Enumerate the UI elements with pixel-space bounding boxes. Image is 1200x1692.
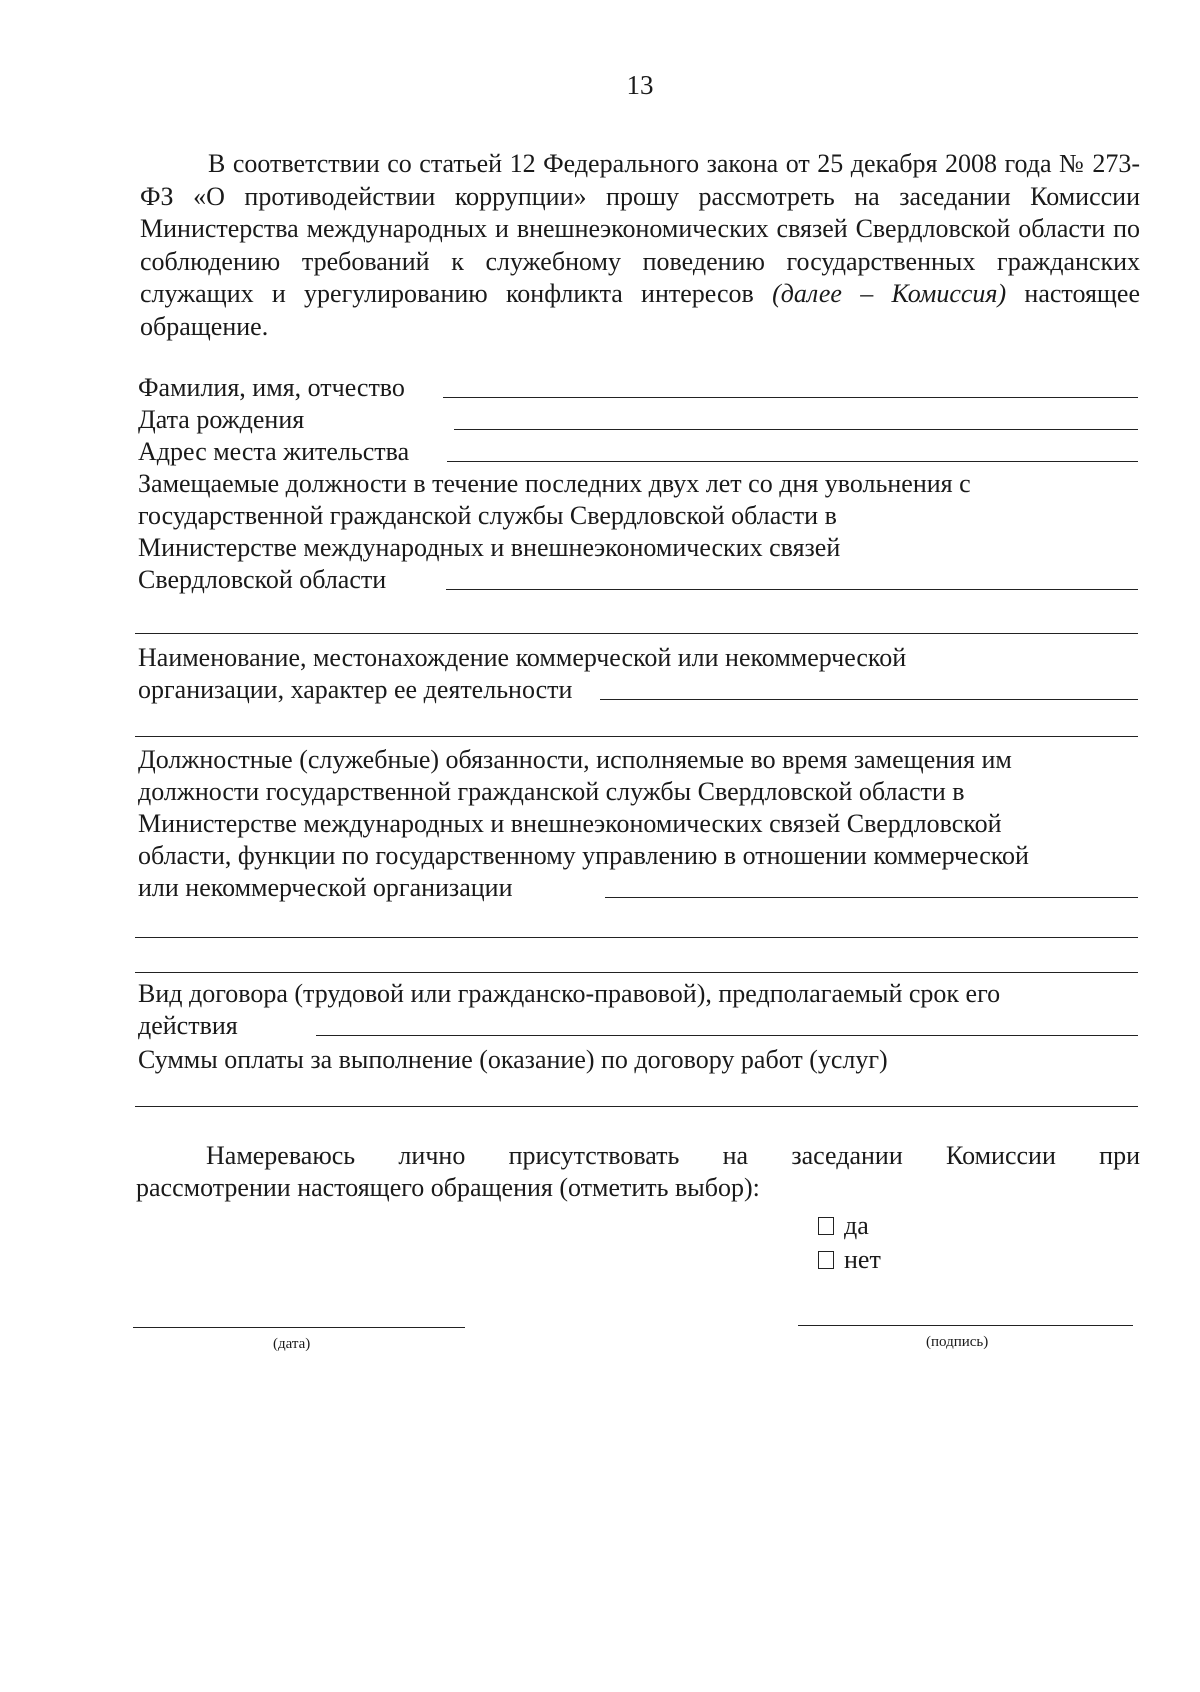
address-field[interactable] [138, 436, 1138, 468]
birth-date-input-line[interactable] [454, 428, 1138, 430]
payment-label: Суммы оплаты за выполнение (оказание) по договору работ (услуг) [138, 1045, 888, 1074]
positions-input-line[interactable] [446, 588, 1138, 590]
positions-label-line3: Министерстве международных и внешнеэкономических связей [138, 533, 841, 562]
duties-label-line5: или некоммерческой организации [138, 873, 513, 902]
full-name-field[interactable] [138, 372, 1138, 404]
birth-date-label: Дата рождения [138, 405, 305, 434]
org-input-line[interactable] [600, 698, 1138, 700]
duties-label-line2: должности государственной гражданской службы Свердловской области в [138, 777, 965, 806]
duties-label-line4: области, функции по государственному управлению в отношении коммерческой [138, 841, 1029, 870]
signature-line[interactable] [798, 1325, 1133, 1326]
contract-label-line1: Вид договора (трудовой или гражданско-правовой), предполагаемый срок его [138, 979, 1001, 1008]
duties-extra-line-1[interactable] [135, 937, 1138, 938]
page-number: 13 [626, 70, 654, 100]
option-yes[interactable] [818, 1210, 869, 1242]
org-label-line2: организации, характер ее деятельности [138, 675, 573, 704]
org-field[interactable] [138, 674, 1138, 706]
date-signature-line[interactable] [133, 1327, 465, 1328]
payment-input-line[interactable] [135, 1106, 1138, 1107]
address-input-line[interactable] [447, 460, 1138, 462]
duties-input-line[interactable] [605, 896, 1139, 898]
intro-text-end: настоящее обращение. [140, 279, 1141, 341]
checkbox-yes[interactable] [818, 1217, 834, 1235]
positions-label-line4: Свердловской области [138, 565, 387, 594]
option-yes-label: да [844, 1211, 869, 1240]
positions-field[interactable] [138, 564, 1138, 596]
contract-label-line2: действия [138, 1011, 238, 1040]
org-label-line1: Наименование, местонахождение коммерческой или некоммерческой [138, 643, 907, 672]
positions-label-line2: государственной гражданской службы Свердловской области в [138, 501, 837, 530]
birth-date-field[interactable] [138, 404, 1138, 436]
address-label: Адрес места жительства [138, 437, 410, 466]
attendance-text [136, 1140, 1140, 1204]
intro-paragraph [140, 148, 1140, 343]
full-name-input-line[interactable] [443, 396, 1138, 398]
positions-label-line1: Замещаемые должности в течение последних двух лет со дня увольнения с [138, 469, 971, 498]
duties-label-line3: Министерстве международных и внешнеэкономических связей Свердловской [138, 809, 1002, 838]
option-no[interactable] [818, 1244, 881, 1276]
duties-label-line1: Должностные (служебные) обязанности, исполняемые во время замещения им [138, 745, 1012, 774]
contract-input-line[interactable] [316, 1034, 1138, 1036]
intro-text: В соответствии со статьей 12 Федерального закона от 25 декабря 2008 года № 273-ФЗ «О противодействии коррупции» прошу рассмотреть на заседании Комиссии Министерства международных и внешнеэкономических связей Свердловской области по соблюдению требований к служебному поведению государственных гражданских служащих и урегулированию конфликта интересов [140, 149, 1140, 308]
attendance-line1: Намереваюсь лично присутствовать на заседании Комиссии при [206, 1141, 1140, 1170]
checkbox-no[interactable] [818, 1251, 834, 1269]
contract-field[interactable] [138, 1010, 1138, 1042]
duties-extra-line-2[interactable] [135, 972, 1138, 973]
positions-extra-line[interactable] [135, 633, 1138, 634]
duties-field[interactable] [138, 872, 1138, 904]
option-no-label: нет [844, 1245, 881, 1274]
org-extra-line[interactable] [135, 736, 1138, 737]
full-name-label: Фамилия, имя, отчество [138, 373, 405, 402]
intro-italic-text: (далее – Комиссия) [772, 279, 1007, 308]
signature-caption: (подпись) [926, 1334, 989, 1350]
date-caption: (дата) [273, 1336, 311, 1352]
attendance-line2: рассмотрении настоящего обращения (отметить выбор): [136, 1173, 760, 1202]
